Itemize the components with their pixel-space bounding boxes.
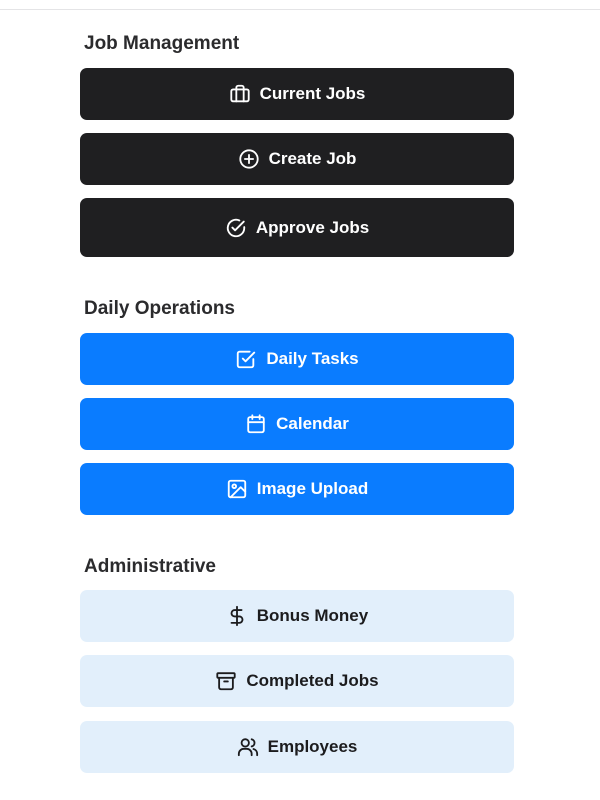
- image-upload-label: Image Upload: [256, 479, 369, 498]
- archive-icon: [215, 670, 237, 692]
- current-jobs-button[interactable]: [80, 68, 514, 120]
- approve-jobs-label: Approve Jobs: [255, 217, 370, 237]
- users-icon: [237, 736, 259, 758]
- dollar-sign-icon: [226, 605, 248, 627]
- calendar-label: Calendar: [276, 414, 349, 433]
- image-icon: [226, 478, 248, 500]
- approve-jobs-button[interactable]: [80, 198, 514, 257]
- calendar-icon: [245, 413, 267, 435]
- section-title-daily-operations: Daily Operations: [84, 298, 235, 319]
- check-square-icon: [235, 348, 257, 370]
- check-circle-icon: [225, 217, 247, 239]
- bonus-money-label: Bonus Money: [256, 606, 369, 625]
- image-upload-button[interactable]: [80, 463, 514, 515]
- employees-label: Employees: [267, 737, 358, 756]
- calendar-button[interactable]: [80, 398, 514, 450]
- create-job-label: Create Job: [268, 149, 357, 168]
- daily-tasks-label: Daily Tasks: [266, 349, 359, 368]
- completed-jobs-label: Completed Jobs: [246, 671, 379, 690]
- employees-button[interactable]: [80, 721, 514, 773]
- top-divider: [0, 9, 600, 10]
- section-title-administrative: Administrative: [84, 556, 216, 577]
- completed-jobs-button[interactable]: [80, 655, 514, 707]
- plus-circle-icon: [238, 148, 260, 170]
- bonus-money-button[interactable]: [80, 590, 514, 642]
- section-title-job-management: Job Management: [84, 33, 240, 54]
- daily-tasks-button[interactable]: [80, 333, 514, 385]
- current-jobs-label: Current Jobs: [259, 84, 366, 103]
- briefcase-icon: [229, 83, 251, 105]
- create-job-button[interactable]: [80, 133, 514, 185]
